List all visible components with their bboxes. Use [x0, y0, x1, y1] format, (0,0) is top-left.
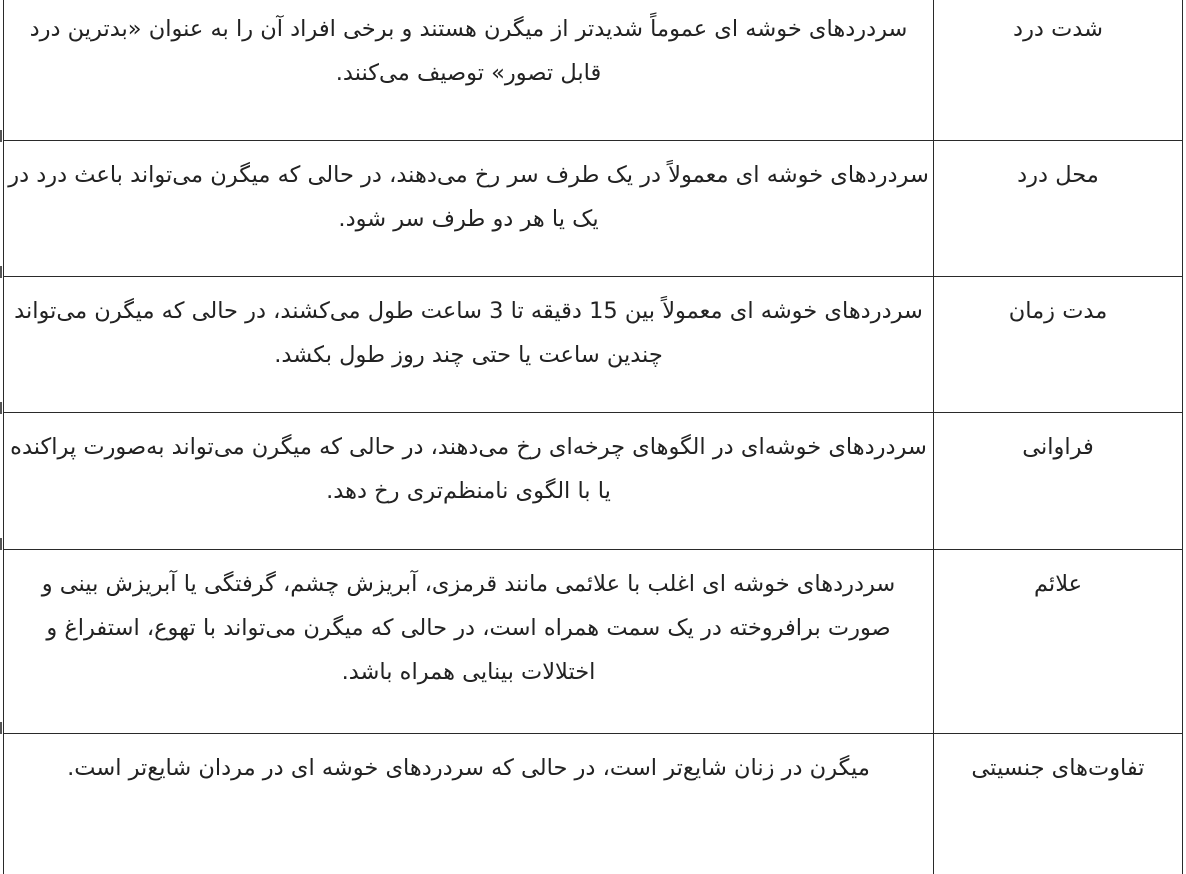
row-description-pain-intensity: سردردهای خوشه ای عموماً شدیدتر از میگرن هستند و برخی افراد آن را به عنوان «بدترین درد قابل تصور» توصیف می‌کنند.: [4, 0, 934, 141]
left-edge-tick: [0, 538, 2, 550]
row-label-pain-intensity: شدت درد: [934, 0, 1183, 141]
left-edge-tick: [0, 722, 2, 734]
table-row: [4, 277, 1183, 413]
row-label-pain-location: محل درد: [934, 141, 1183, 277]
table-row: [4, 0, 1183, 141]
row-description-duration: سردردهای خوشه ای معمولاً بین 15 دقیقه تا 3 ساعت طول می‌کشند، در حالی که میگرن می‌تواند چندین ساعت یا حتی چند روز طول بکشد.: [4, 277, 934, 413]
left-edge-tick: [0, 266, 2, 278]
table-row: [4, 734, 1183, 874]
row-label-symptoms: علائم: [934, 550, 1183, 734]
table-row: [4, 550, 1183, 734]
left-edge-tick: [0, 130, 2, 142]
row-description-pain-location: سردردهای خوشه ای معمولاً در یک طرف سر رخ می‌دهند، در حالی که میگرن می‌تواند باعث درد در یک یا هر دو طرف سر شود.: [4, 141, 934, 277]
table-row: [4, 141, 1183, 277]
table-row: [4, 413, 1183, 550]
row-description-gender-differences: میگرن در زنان شایع‌تر است، در حالی که سردردهای خوشه ای در مردان شایع‌تر است.: [4, 734, 934, 874]
row-description-frequency: سردردهای خوشه‌ای در الگوهای چرخه‌ای رخ می‌دهند، در حالی که میگرن می‌تواند به‌صورت پراکنده یا با الگوی نامنظم‌تری رخ دهد.: [4, 413, 934, 550]
row-label-gender-differences: تفاوت‌های جنسیتی: [934, 734, 1183, 874]
comparison-table: [3, 0, 1183, 874]
row-label-frequency: فراوانی: [934, 413, 1183, 550]
left-edge-tick: [0, 402, 2, 414]
row-description-symptoms: سردردهای خوشه ای اغلب با علائمی مانند قرمزی، آبریزش چشم، گرفتگی یا آبریزش بینی و صورت برافروخته در یک سمت همراه است، در حالی که میگرن می‌تواند با تهوع، استفراغ و اختلالات بینایی همراه باشد.: [4, 550, 934, 734]
row-label-duration: مدت زمان: [934, 277, 1183, 413]
